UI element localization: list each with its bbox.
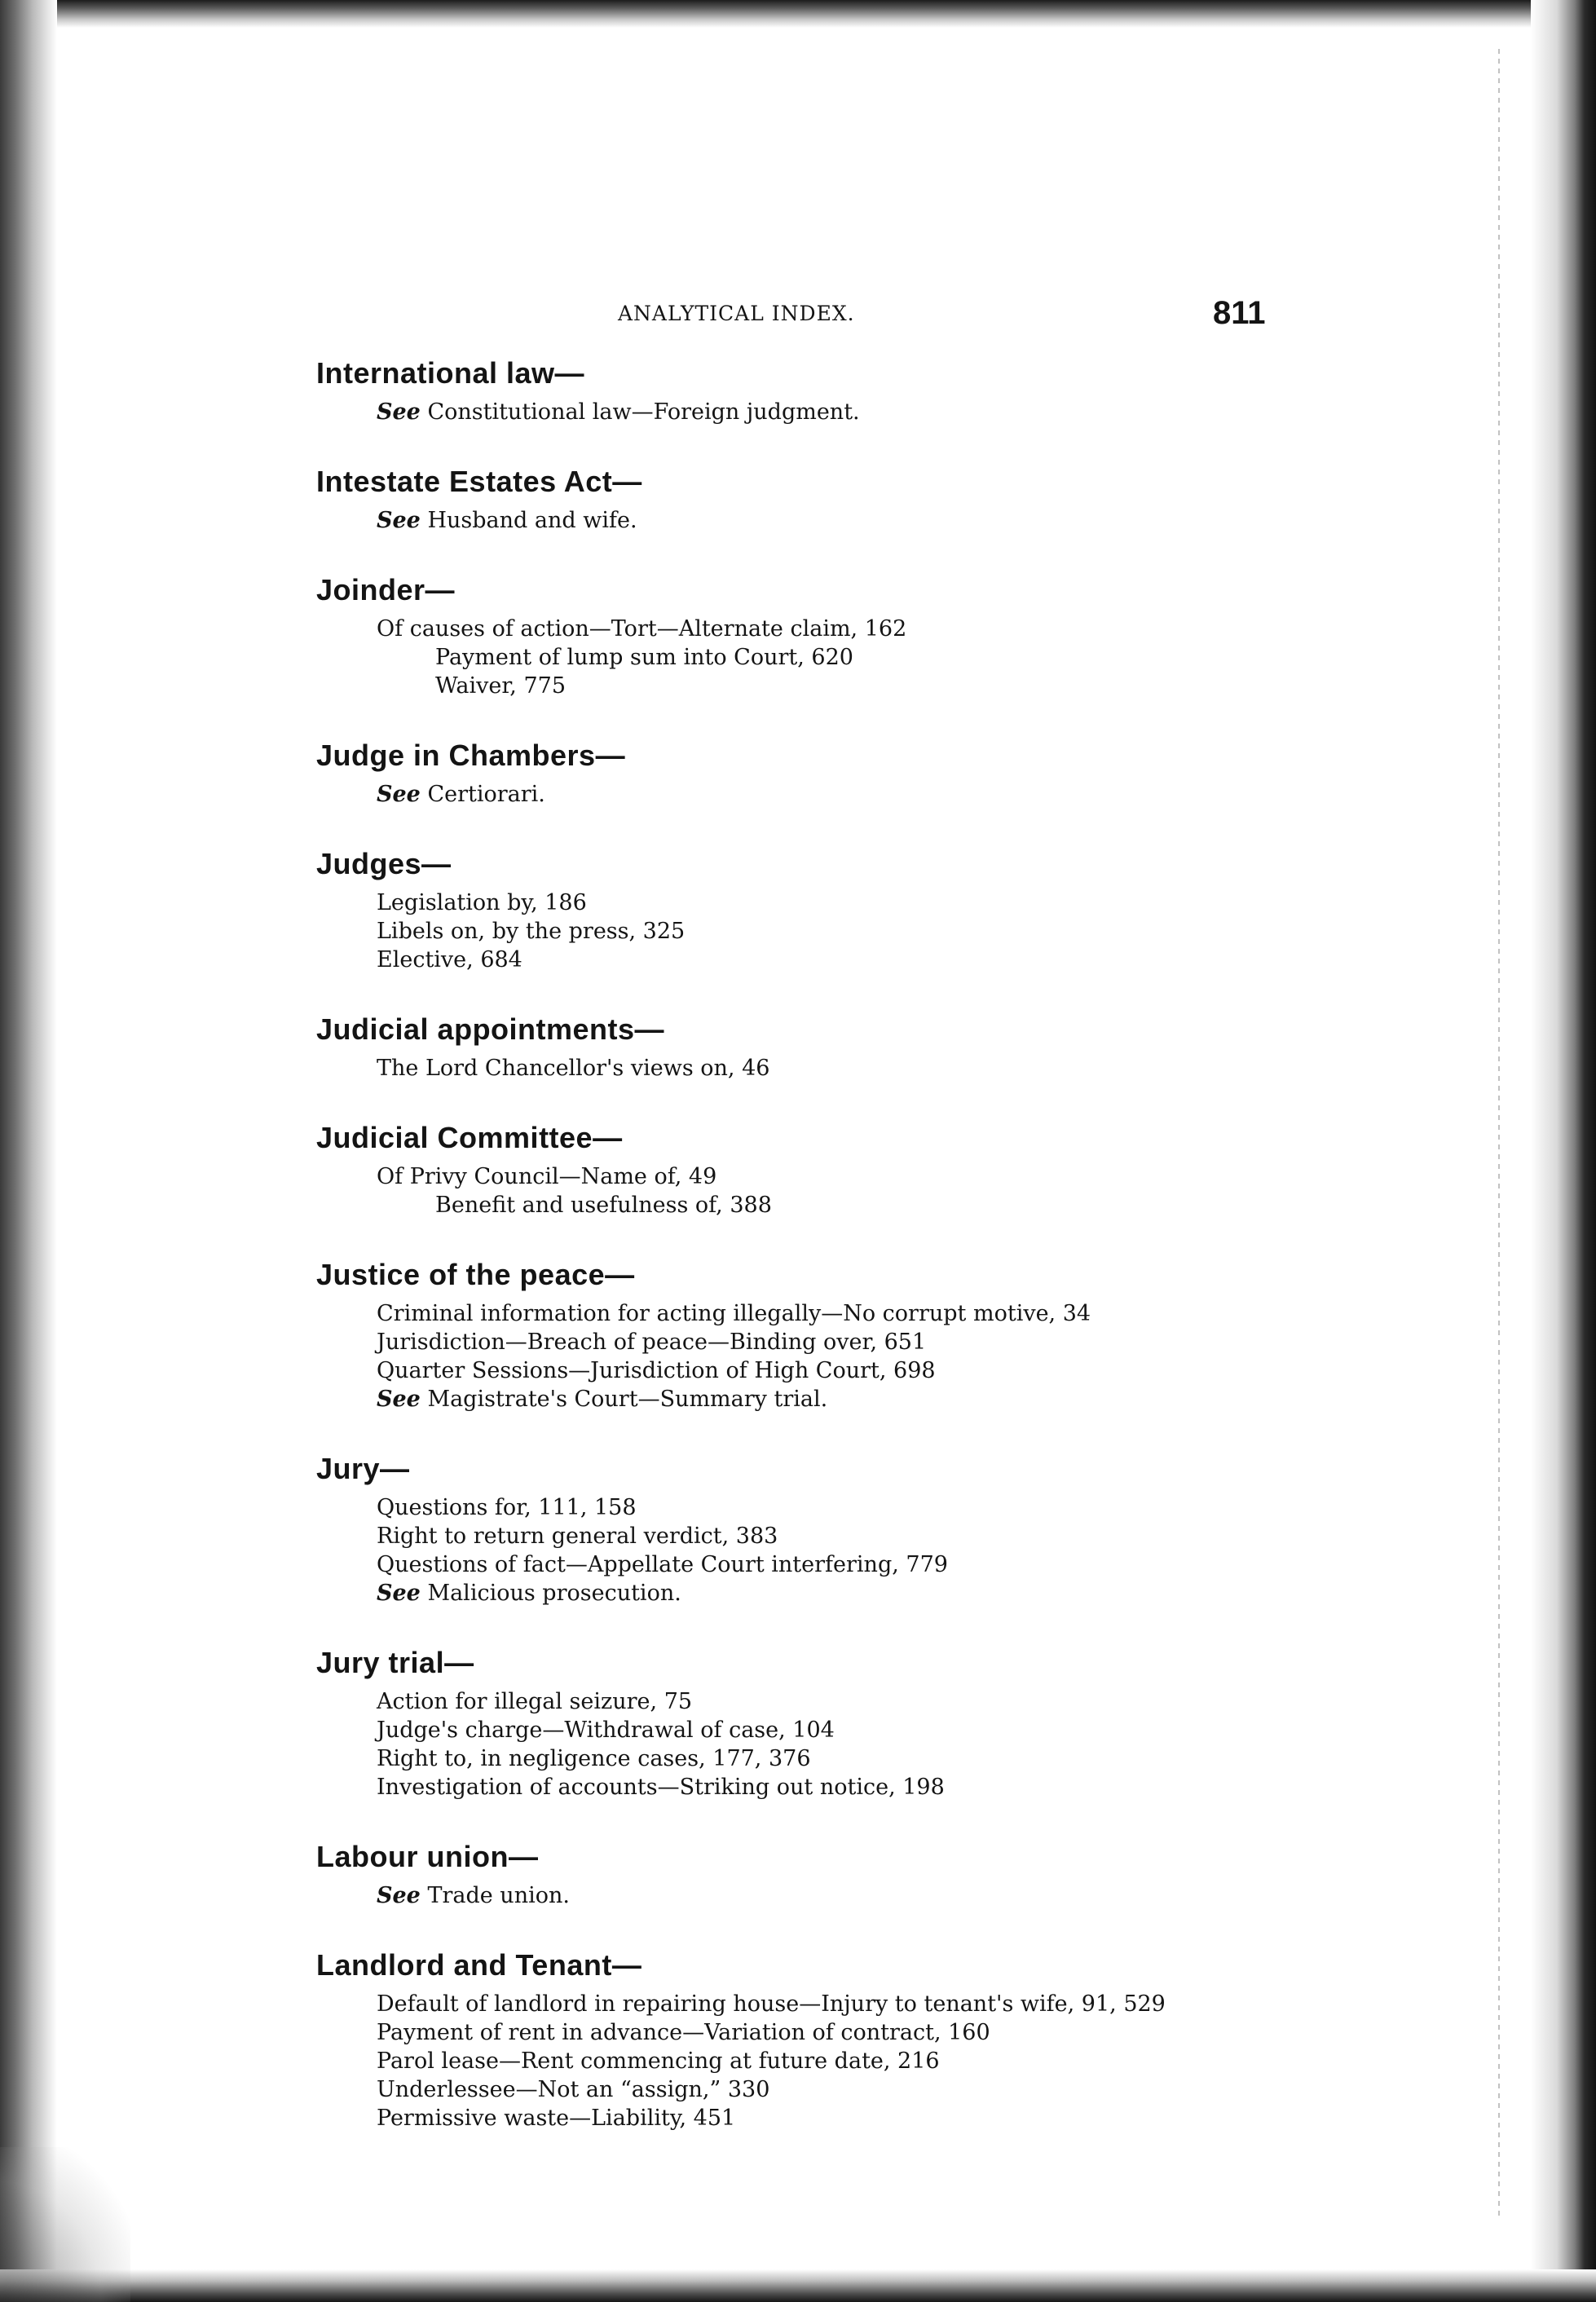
see-label: See [377, 782, 421, 807]
sub-entry-text: Jurisdiction—Breach of peace—Binding over, 651 [377, 1330, 927, 1355]
scan-left-edge [0, 0, 57, 2302]
index-entry [316, 1255, 1457, 1413]
sub-entry-line [316, 889, 1457, 917]
sub-entry-text: Husband and wife. [420, 508, 637, 533]
sub-entry-text: Legislation by, 186 [377, 890, 587, 915]
entry-heading: Labour union— [316, 1840, 539, 1873]
sub-entry-text: Waiver, 775 [435, 673, 567, 699]
sub-entry-text: Payment of lump sum into Court, 620 [435, 645, 853, 670]
sub-entry-text: Constitutional law—Foreign judgment. [420, 399, 860, 425]
see-label: See [377, 1883, 421, 1908]
entry-heading: Justice of the peace— [316, 1258, 635, 1291]
sub-entry-line [316, 1328, 1457, 1356]
sub-entry-line [316, 1162, 1457, 1191]
sub-entry-line [316, 1716, 1457, 1744]
cross-reference-line [316, 398, 1457, 426]
index-entry [316, 354, 1457, 426]
sub-entry-line [316, 2075, 1457, 2104]
index-body [316, 354, 1457, 2132]
sub-entry-text: Right to return general verdict, 383 [377, 1524, 778, 1549]
cross-reference-line [316, 506, 1457, 535]
see-label: See [377, 1387, 421, 1412]
sub-entry-line [316, 1773, 1457, 1801]
sub-entry-text: Malicious prosecution. [420, 1581, 681, 1606]
sub-entry-text: Action for illegal seizure, 75 [377, 1689, 693, 1714]
index-entry [316, 1643, 1457, 1801]
sub-entry-text: Certiorari. [420, 782, 545, 807]
sub-entry-text: Quarter Sessions—Jurisdiction of High Court, 698 [377, 1358, 936, 1383]
sub-entry-text: Payment of rent in advance—Variation of contract, 160 [377, 2020, 990, 2045]
sub-entry-text: Default of landlord in repairing house—Injury to tenant's wife, 91, 529 [377, 1991, 1166, 2017]
see-label: See [377, 399, 421, 425]
see-label: See [377, 1581, 421, 1606]
page-gutter-edge [1498, 49, 1500, 2217]
cross-reference-line [316, 1579, 1457, 1607]
entry-heading: Jury— [316, 1452, 410, 1485]
sub-entry-line [316, 1744, 1457, 1773]
scan-top-edge [0, 0, 1596, 28]
sub-entry-line [316, 1356, 1457, 1385]
sub-entry-text: Benefit and usefulness of, 388 [435, 1193, 772, 1218]
sub-entry-line [316, 1493, 1457, 1522]
scan-corner-shadow [0, 2147, 130, 2302]
index-entry [316, 1010, 1457, 1083]
sub-entry-line [316, 1191, 1457, 1219]
sub-entry-line [316, 615, 1457, 643]
sub-entry-text: Elective, 684 [377, 947, 522, 972]
sub-entry-text: Criminal information for acting illegally—No corrupt motive, 34 [377, 1301, 1091, 1326]
sub-entry-text: Trade union. [420, 1883, 570, 1908]
entry-heading: Landlord and Tenant— [316, 1948, 642, 1982]
sub-entry-text: Of causes of action—Tort—Alternate claim, 162 [377, 616, 907, 642]
sub-entry-line [316, 1990, 1457, 2018]
sub-entry-text: Libels on, by the press, 325 [377, 919, 686, 944]
index-entry [316, 736, 1457, 809]
index-entry [316, 1946, 1457, 2132]
see-label: See [377, 508, 421, 533]
running-header [0, 295, 1596, 344]
entry-heading: International law— [316, 356, 585, 390]
entry-heading: Jury trial— [316, 1646, 474, 1679]
sub-entry-text: Questions for, 111, 158 [377, 1495, 637, 1520]
sub-entry-line [316, 672, 1457, 700]
sub-entry-text: Questions of fact—Appellate Court interfering, 779 [377, 1552, 948, 1577]
sub-entry-text: The Lord Chancellor's views on, 46 [377, 1056, 770, 1081]
sub-entry-line [316, 1054, 1457, 1083]
index-entry [316, 571, 1457, 700]
sub-entry-line [316, 1687, 1457, 1716]
cross-reference-line [316, 1385, 1457, 1413]
index-entry [316, 1118, 1457, 1219]
cross-reference-line [316, 780, 1457, 809]
sub-entry-line [316, 1522, 1457, 1550]
sub-entry-line [316, 1550, 1457, 1579]
entry-heading: Judges— [316, 847, 452, 880]
sub-entry-text: Magistrate's Court—Summary trial. [420, 1387, 828, 1412]
sub-entry-text: Permissive waste—Liability, 451 [377, 2106, 736, 2131]
page-number: 811 [1213, 295, 1266, 331]
scan-right-edge [1531, 0, 1596, 2302]
sub-entry-line [316, 643, 1457, 672]
sub-entry-text: Investigation of accounts—Striking out notice, 198 [377, 1775, 945, 1800]
index-entry [316, 845, 1457, 974]
sub-entry-line [316, 1299, 1457, 1328]
sub-entry-text: Parol lease—Rent commencing at future date, 216 [377, 2048, 940, 2074]
index-entry [316, 462, 1457, 535]
sub-entry-line [316, 2018, 1457, 2047]
index-entry [316, 1449, 1457, 1607]
scan-bottom-edge [0, 2269, 1596, 2302]
entry-heading: Intestate Estates Act— [316, 465, 642, 498]
sub-entry-line [316, 946, 1457, 974]
entry-heading: Judicial appointments— [316, 1012, 665, 1046]
sub-entry-line [316, 2047, 1457, 2075]
sub-entry-text: Underlessee—Not an “assign,” 330 [377, 2077, 770, 2102]
sub-entry-line [316, 917, 1457, 946]
sub-entry-text: Of Privy Council—Name of, 49 [377, 1164, 717, 1189]
running-title: ANALYTICAL INDEX. [618, 302, 855, 325]
entry-heading: Judge in Chambers— [316, 739, 626, 772]
index-entry [316, 1837, 1457, 1910]
sub-entry-line [316, 2104, 1457, 2132]
sub-entry-text: Judge's charge—Withdrawal of case, 104 [377, 1718, 835, 1743]
cross-reference-line [316, 1881, 1457, 1910]
entry-heading: Joinder— [316, 573, 456, 606]
entry-heading: Judicial Committee— [316, 1121, 623, 1154]
sub-entry-text: Right to, in negligence cases, 177, 376 [377, 1746, 811, 1771]
